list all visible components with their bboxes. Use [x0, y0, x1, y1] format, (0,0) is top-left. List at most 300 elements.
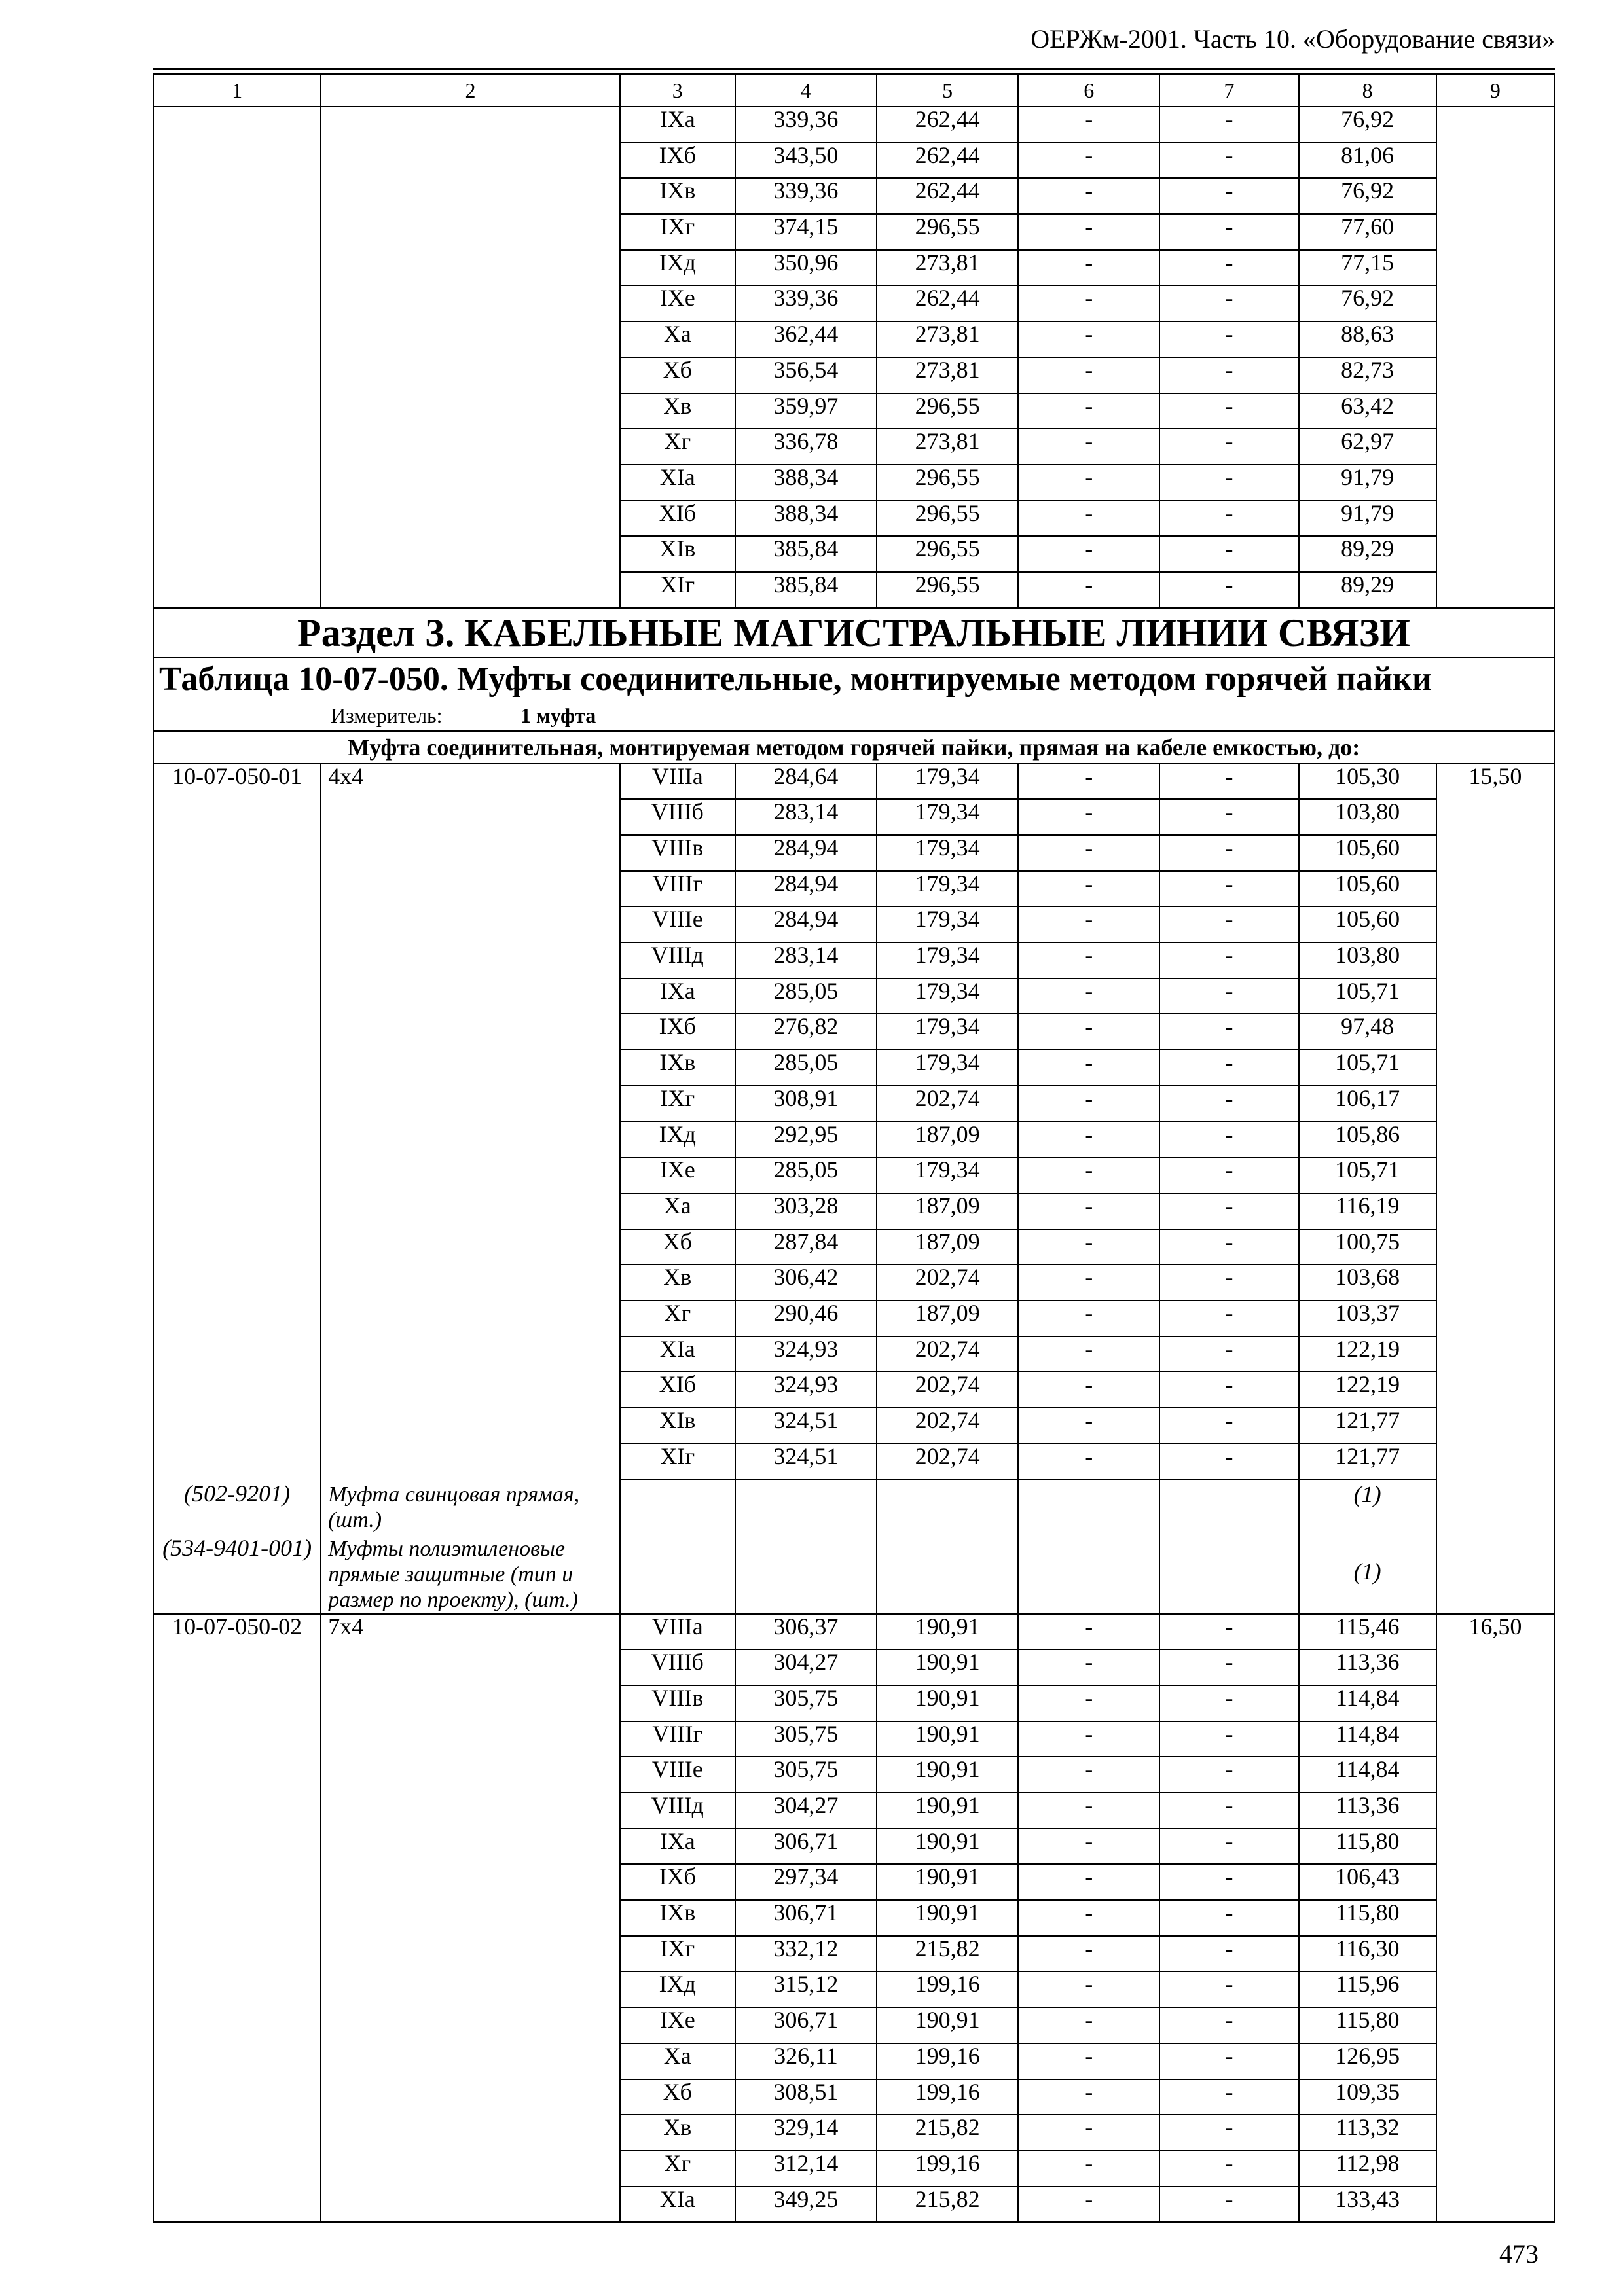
materials-cell: 89,29 — [1299, 572, 1436, 608]
item-name-cell — [321, 2151, 619, 2187]
driver-wages-cell: - — [1159, 799, 1298, 835]
labor-cell — [1436, 1936, 1554, 1972]
total-cost-cell: 303,28 — [735, 1193, 877, 1229]
region-cell: VIIIа — [620, 1614, 735, 1650]
region-cell: IXе — [620, 285, 735, 321]
empty-cell — [877, 1534, 1018, 1614]
region-cell: XIг — [620, 1444, 735, 1480]
item-code-cell — [153, 1157, 321, 1193]
region-cell: IXд — [620, 1971, 735, 2007]
table-row — [153, 906, 1554, 942]
wages-cell: 179,34 — [877, 764, 1018, 800]
item-code-cell — [153, 178, 321, 214]
item-name-cell — [321, 1829, 619, 1865]
driver-wages-cell: - — [1159, 2079, 1298, 2115]
table-row — [153, 1829, 1554, 1865]
description-row — [153, 731, 1554, 764]
region-cell: IXв — [620, 1900, 735, 1936]
item-code-cell — [153, 572, 321, 608]
total-cost-cell: 359,97 — [735, 393, 877, 429]
machines-cell: - — [1018, 1014, 1159, 1050]
region-cell: IXе — [620, 1157, 735, 1193]
labor-cell — [1436, 1050, 1554, 1086]
item-code-cell — [153, 1300, 321, 1336]
region-cell: XIв — [620, 536, 735, 572]
wages-cell: 187,09 — [877, 1122, 1018, 1158]
item-name-cell — [321, 1014, 619, 1050]
column-number: 2 — [321, 74, 619, 107]
item-name-cell — [321, 1122, 619, 1158]
table-row — [153, 1757, 1554, 1793]
wages-cell: 296,55 — [877, 214, 1018, 250]
wages-cell: 296,55 — [877, 465, 1018, 501]
item-code-cell: 10-07-050-01 — [153, 764, 321, 800]
labor-cell: 16,50 — [1436, 1614, 1554, 1650]
materials-cell: 103,80 — [1299, 799, 1436, 835]
driver-wages-cell: - — [1159, 2115, 1298, 2151]
wages-cell: 202,74 — [877, 1265, 1018, 1300]
materials-cell: 122,19 — [1299, 1336, 1436, 1372]
total-cost-cell: 284,94 — [735, 835, 877, 871]
labor-cell — [1436, 1685, 1554, 1721]
wages-cell: 190,91 — [877, 1685, 1018, 1721]
machines-cell: - — [1018, 107, 1159, 143]
region-cell: Xа — [620, 1193, 735, 1229]
region-cell: VIIIе — [620, 906, 735, 942]
empty-cell — [735, 1534, 877, 1614]
item-code-cell — [153, 1408, 321, 1444]
materials-cell: 106,17 — [1299, 1086, 1436, 1122]
table-row — [153, 1300, 1554, 1336]
labor-cell — [1436, 1444, 1554, 1480]
wages-cell: 179,34 — [877, 799, 1018, 835]
table-row — [153, 764, 1554, 800]
driver-wages-cell: - — [1159, 285, 1298, 321]
machines-cell: - — [1018, 2115, 1159, 2151]
labor-cell — [1436, 2079, 1554, 2115]
table-row — [153, 1649, 1554, 1685]
item-name-cell — [321, 107, 619, 143]
meter-cell — [153, 700, 1554, 731]
item-name-cell — [321, 1265, 619, 1300]
total-cost-cell: 308,51 — [735, 2079, 877, 2115]
table-row — [153, 1685, 1554, 1721]
driver-wages-cell: - — [1159, 1649, 1298, 1685]
machines-cell: - — [1018, 1444, 1159, 1480]
machines-cell: - — [1018, 2007, 1159, 2043]
labor-cell — [1436, 835, 1554, 871]
wages-cell: 190,91 — [877, 1793, 1018, 1829]
region-cell: IXг — [620, 214, 735, 250]
total-cost-cell: 349,25 — [735, 2187, 877, 2223]
item-name-cell — [321, 1971, 619, 2007]
driver-wages-cell: - — [1159, 214, 1298, 250]
item-code-cell — [153, 1757, 321, 1793]
wages-cell: 179,34 — [877, 1050, 1018, 1086]
region-cell: XIб — [620, 501, 735, 537]
region-cell: VIIIг — [620, 1721, 735, 1757]
item-name-cell — [321, 835, 619, 871]
materials-cell: 105,71 — [1299, 1157, 1436, 1193]
total-cost-cell: 305,75 — [735, 1685, 877, 1721]
table-row — [153, 429, 1554, 465]
material-row — [153, 1479, 1554, 1533]
driver-wages-cell: - — [1159, 1086, 1298, 1122]
table-row — [153, 2007, 1554, 2043]
total-cost-cell: 315,12 — [735, 1971, 877, 2007]
driver-wages-cell: - — [1159, 2187, 1298, 2223]
item-code-cell — [153, 501, 321, 537]
region-cell: Xб — [620, 2079, 735, 2115]
item-code-cell — [153, 1936, 321, 1972]
driver-wages-cell: - — [1159, 1864, 1298, 1900]
total-cost-cell: 284,94 — [735, 906, 877, 942]
item-name-cell — [321, 285, 619, 321]
item-code-cell — [153, 536, 321, 572]
wages-cell: 202,74 — [877, 1372, 1018, 1408]
region-cell: Xг — [620, 1300, 735, 1336]
driver-wages-cell: - — [1159, 942, 1298, 978]
driver-wages-cell: - — [1159, 2043, 1298, 2079]
materials-cell: 76,92 — [1299, 285, 1436, 321]
materials-cell: 76,92 — [1299, 178, 1436, 214]
labor-cell — [1436, 978, 1554, 1014]
driver-wages-cell: - — [1159, 1721, 1298, 1757]
region-cell: IXв — [620, 1050, 735, 1086]
total-cost-cell: 290,46 — [735, 1300, 877, 1336]
labor-cell — [1436, 1829, 1554, 1865]
wages-cell: 190,91 — [877, 1757, 1018, 1793]
item-code-cell — [153, 1971, 321, 2007]
labor-cell — [1436, 1157, 1554, 1193]
item-code-cell — [153, 2151, 321, 2187]
table-title-row — [153, 658, 1554, 700]
wages-cell: 296,55 — [877, 572, 1018, 608]
item-code-cell — [153, 2187, 321, 2223]
wages-cell: 179,34 — [877, 1157, 1018, 1193]
machines-cell: - — [1018, 1300, 1159, 1336]
machines-cell: - — [1018, 1864, 1159, 1900]
driver-wages-cell: - — [1159, 1122, 1298, 1158]
materials-cell: 103,80 — [1299, 942, 1436, 978]
materials-cell: 113,36 — [1299, 1649, 1436, 1685]
empty-cell — [620, 1534, 735, 1614]
materials-cell: 62,97 — [1299, 429, 1436, 465]
table-row — [153, 465, 1554, 501]
total-cost-cell: 306,71 — [735, 2007, 877, 2043]
materials-cell: 112,98 — [1299, 2151, 1436, 2187]
machines-cell: - — [1018, 1157, 1159, 1193]
labor-cell — [1436, 285, 1554, 321]
total-cost-cell: 305,75 — [735, 1721, 877, 1757]
total-cost-cell: 326,11 — [735, 2043, 877, 2079]
item-code-cell — [153, 250, 321, 286]
driver-wages-cell: - — [1159, 107, 1298, 143]
item-code-cell — [153, 1685, 321, 1721]
labor-cell — [1436, 1336, 1554, 1372]
materials-cell: 77,60 — [1299, 214, 1436, 250]
materials-cell: 105,60 — [1299, 835, 1436, 871]
labor-cell — [1436, 2007, 1554, 2043]
material-qty: (1) — [1299, 1479, 1436, 1533]
empty-cell — [1018, 1479, 1159, 1533]
table-row — [153, 1971, 1554, 2007]
page-number: 473 — [1499, 2239, 1539, 2269]
item-name-cell — [321, 978, 619, 1014]
machines-cell: - — [1018, 143, 1159, 179]
column-number: 1 — [153, 74, 321, 107]
wages-cell: 215,82 — [877, 1936, 1018, 1972]
item-name-cell — [321, 357, 619, 393]
machines-cell: - — [1018, 1793, 1159, 1829]
wages-cell: 202,74 — [877, 1336, 1018, 1372]
wages-cell: 190,91 — [877, 1721, 1018, 1757]
wages-cell: 190,91 — [877, 1614, 1018, 1650]
labor-cell — [1436, 1649, 1554, 1685]
table-row — [153, 321, 1554, 357]
running-header: ОЕРЖм-2001. Часть 10. «Оборудование связи» — [1030, 24, 1555, 54]
machines-cell: - — [1018, 465, 1159, 501]
machines-cell: - — [1018, 501, 1159, 537]
region-cell: IXа — [620, 978, 735, 1014]
labor-cell — [1436, 871, 1554, 907]
table-row — [153, 1614, 1554, 1650]
wages-cell: 296,55 — [877, 501, 1018, 537]
labor-cell — [1436, 1300, 1554, 1336]
table-row — [153, 2187, 1554, 2223]
driver-wages-cell: - — [1159, 1300, 1298, 1336]
labor-cell — [1436, 1372, 1554, 1408]
driver-wages-cell: - — [1159, 2151, 1298, 2187]
table-row — [153, 178, 1554, 214]
labor-cell — [1436, 1014, 1554, 1050]
driver-wages-cell: - — [1159, 1336, 1298, 1372]
materials-cell: 103,68 — [1299, 1265, 1436, 1300]
region-cell: VIIIд — [620, 1793, 735, 1829]
material-qty: (1) — [1299, 1534, 1436, 1614]
wages-cell: 273,81 — [877, 321, 1018, 357]
total-cost-cell: 324,93 — [735, 1336, 877, 1372]
item-code-cell — [153, 1444, 321, 1480]
wages-cell: 262,44 — [877, 143, 1018, 179]
item-code-cell — [153, 2079, 321, 2115]
materials-cell: 133,43 — [1299, 2187, 1436, 2223]
machines-cell: - — [1018, 536, 1159, 572]
total-cost-cell: 339,36 — [735, 178, 877, 214]
item-code-cell — [153, 1864, 321, 1900]
total-cost-cell: 374,15 — [735, 214, 877, 250]
labor-cell — [1436, 1408, 1554, 1444]
item-code-cell — [153, 2115, 321, 2151]
machines-cell: - — [1018, 1829, 1159, 1865]
materials-cell: 115,80 — [1299, 2007, 1436, 2043]
region-cell: Xв — [620, 2115, 735, 2151]
region-cell: IXг — [620, 1086, 735, 1122]
item-code-cell — [153, 1014, 321, 1050]
item-name-cell — [321, 1193, 619, 1229]
materials-cell: 122,19 — [1299, 1372, 1436, 1408]
total-cost-cell: 283,14 — [735, 799, 877, 835]
wages-cell: 179,34 — [877, 978, 1018, 1014]
wages-cell: 187,09 — [877, 1193, 1018, 1229]
meter-value: 1 муфта — [520, 703, 596, 727]
item-name-cell — [321, 1408, 619, 1444]
item-code-cell — [153, 1721, 321, 1757]
total-cost-cell: 285,05 — [735, 978, 877, 1014]
total-cost-cell: 362,44 — [735, 321, 877, 357]
wages-cell: 199,16 — [877, 2151, 1018, 2187]
item-name-cell — [321, 1444, 619, 1480]
section-title-row — [153, 608, 1554, 658]
labor-cell — [1436, 2115, 1554, 2151]
machines-cell: - — [1018, 1936, 1159, 1972]
wages-cell: 202,74 — [877, 1086, 1018, 1122]
region-cell: XIа — [620, 465, 735, 501]
wages-cell: 190,91 — [877, 1829, 1018, 1865]
region-cell: VIIIг — [620, 871, 735, 907]
region-cell: Xа — [620, 321, 735, 357]
table-row — [153, 2151, 1554, 2187]
region-cell: IXв — [620, 178, 735, 214]
item-code-cell — [153, 1336, 321, 1372]
driver-wages-cell: - — [1159, 1408, 1298, 1444]
labor-cell — [1436, 799, 1554, 835]
item-code-cell — [153, 978, 321, 1014]
materials-cell: 115,96 — [1299, 1971, 1436, 2007]
table-row — [153, 393, 1554, 429]
materials-cell: 105,60 — [1299, 906, 1436, 942]
labor-cell — [1436, 1793, 1554, 1829]
item-name-cell — [321, 1649, 619, 1685]
table-row — [153, 250, 1554, 286]
meter-row — [153, 700, 1554, 731]
machines-cell: - — [1018, 2079, 1159, 2115]
item-name-cell — [321, 906, 619, 942]
total-cost-cell: 385,84 — [735, 536, 877, 572]
table-row — [153, 835, 1554, 871]
item-name-cell — [321, 465, 619, 501]
table-row — [153, 536, 1554, 572]
table-row — [153, 143, 1554, 179]
item-name-cell — [321, 1721, 619, 1757]
driver-wages-cell: - — [1159, 536, 1298, 572]
total-cost-cell: 306,71 — [735, 1900, 877, 1936]
material-code: (534-9401-001) — [153, 1534, 321, 1614]
empty-cell — [1159, 1479, 1298, 1533]
wages-cell: 262,44 — [877, 178, 1018, 214]
labor-cell — [1436, 2187, 1554, 2223]
item-name-cell — [321, 1229, 619, 1265]
machines-cell: - — [1018, 1265, 1159, 1300]
materials-cell: 115,80 — [1299, 1829, 1436, 1865]
item-name-cell — [321, 2187, 619, 2223]
wages-cell: 190,91 — [877, 1649, 1018, 1685]
region-cell: VIIIе — [620, 1757, 735, 1793]
item-description: Муфта соединительная, монтируемая методом горячей пайки, прямая на кабеле емкостью, до: — [153, 731, 1554, 764]
region-cell: Xб — [620, 1229, 735, 1265]
machines-cell: - — [1018, 1757, 1159, 1793]
materials-cell: 121,77 — [1299, 1444, 1436, 1480]
machines-cell: - — [1018, 1122, 1159, 1158]
item-name-cell — [321, 2115, 619, 2151]
table-row — [153, 1229, 1554, 1265]
item-code-cell — [153, 1829, 321, 1865]
machines-cell: - — [1018, 1050, 1159, 1086]
wages-cell: 187,09 — [877, 1300, 1018, 1336]
item-code-cell — [153, 321, 321, 357]
table-row — [153, 214, 1554, 250]
labor-cell — [1436, 429, 1554, 465]
item-name-cell — [321, 393, 619, 429]
labor-cell — [1436, 143, 1554, 179]
material-name: Муфты полиэтиленовые прямые защитные (тип и размер по проекту), (шт.) — [321, 1534, 619, 1614]
labor-cell — [1436, 1086, 1554, 1122]
region-cell: Xв — [620, 393, 735, 429]
machines-cell: - — [1018, 1193, 1159, 1229]
total-cost-cell: 297,34 — [735, 1864, 877, 1900]
machines-cell: - — [1018, 572, 1159, 608]
item-code-cell — [153, 107, 321, 143]
materials-cell: 115,46 — [1299, 1614, 1436, 1650]
region-cell: IXг — [620, 1936, 735, 1972]
driver-wages-cell: - — [1159, 1193, 1298, 1229]
labor-cell — [1436, 1265, 1554, 1300]
item-code-cell — [153, 1193, 321, 1229]
region-cell: VIIIд — [620, 942, 735, 978]
total-cost-cell: 305,75 — [735, 1757, 877, 1793]
region-cell: VIIIв — [620, 835, 735, 871]
materials-cell: 77,15 — [1299, 250, 1436, 286]
table-row — [153, 2079, 1554, 2115]
table-row — [153, 1721, 1554, 1757]
labor-cell: 15,50 — [1436, 764, 1554, 800]
labor-cell — [1436, 178, 1554, 214]
column-number: 3 — [620, 74, 735, 107]
materials-cell: 121,77 — [1299, 1408, 1436, 1444]
table-row — [153, 572, 1554, 608]
driver-wages-cell: - — [1159, 143, 1298, 179]
driver-wages-cell: - — [1159, 1372, 1298, 1408]
driver-wages-cell: - — [1159, 465, 1298, 501]
region-cell: IXб — [620, 1014, 735, 1050]
item-code-cell — [153, 1265, 321, 1300]
total-cost-cell: 329,14 — [735, 2115, 877, 2151]
table-row — [153, 1336, 1554, 1372]
item-name-cell — [321, 143, 619, 179]
driver-wages-cell: - — [1159, 250, 1298, 286]
column-number: 8 — [1299, 74, 1436, 107]
materials-cell: 82,73 — [1299, 357, 1436, 393]
total-cost-cell: 388,34 — [735, 465, 877, 501]
wages-cell: 179,34 — [877, 906, 1018, 942]
machines-cell: - — [1018, 285, 1159, 321]
column-number: 9 — [1436, 74, 1554, 107]
table-row — [153, 1372, 1554, 1408]
table-row — [153, 1193, 1554, 1229]
machines-cell: - — [1018, 357, 1159, 393]
column-number: 6 — [1018, 74, 1159, 107]
item-name-cell — [321, 871, 619, 907]
machines-cell: - — [1018, 1086, 1159, 1122]
materials-cell: 116,30 — [1299, 1936, 1436, 1972]
item-name-cell — [321, 1757, 619, 1793]
wages-cell: 296,55 — [877, 536, 1018, 572]
wages-cell: 273,81 — [877, 429, 1018, 465]
item-code-cell — [153, 1086, 321, 1122]
header-divider — [153, 68, 1555, 70]
driver-wages-cell: - — [1159, 1614, 1298, 1650]
total-cost-cell: 304,27 — [735, 1649, 877, 1685]
